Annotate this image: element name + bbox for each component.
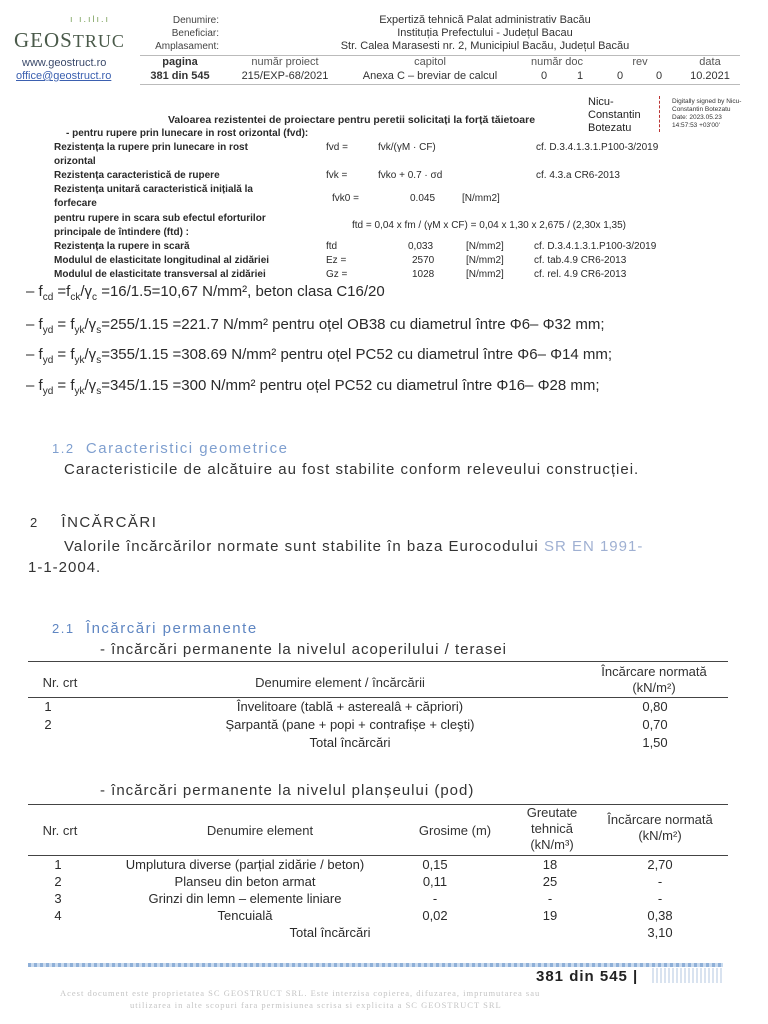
res-row-5-unit: [N/mm2] <box>462 193 500 204</box>
meta-doc-1: 0 <box>540 70 548 82</box>
bullet-floor-loads: - încărcări permanente la nivelul planșeului (pod) <box>100 782 475 799</box>
table2-header-load: Încărcare normată (kN/m²) <box>607 812 713 843</box>
res2-row-2-label: Modulul de elasticitate longitudinal al zidăriei <box>54 255 270 266</box>
meta-data: 10.2021 <box>690 70 730 82</box>
table2-row-4-name: Tencuială <box>217 908 273 923</box>
meta-pagina: 381 din 545 <box>150 70 210 82</box>
table1-row-1-name: Învelitoare (tablă + asterealâ + căpriori) <box>236 699 464 714</box>
table2-row-4-weight: 19 <box>542 908 558 923</box>
table1-header-nr: Nr. crt <box>42 675 78 690</box>
label-amplasament: Amplasament: <box>155 41 219 52</box>
table1-total: 1,50 <box>642 735 668 750</box>
table1-row-1-nr: 1 <box>44 699 52 714</box>
res2-row-3-sym: Gz = <box>326 269 348 280</box>
table2-row-1-name: Umplutura diverse (parțial zidărie / beton) <box>125 857 365 872</box>
section-2-1-heading: 2.1 Încărcări permanente <box>52 620 258 637</box>
table1-total-label: Total încărcări <box>309 735 391 750</box>
resistance-sub1: - pentru rupere prin lunecare in rost orizontal (fvd): <box>66 128 309 139</box>
table2-row-4-nr: 4 <box>54 908 62 923</box>
meta-header-doc: număr doc <box>531 56 583 68</box>
formula-fcd: – $f_{cd} =f_{ck}/\gamma_c =16/1.5=10,67$ N/mm², beton clasa C16/20 <box>26 283 385 303</box>
footer-rule <box>28 963 723 967</box>
table2-row-3-nr: 3 <box>54 891 62 906</box>
value-beneficiar: Instituția Prefectului - Județul Bacau <box>397 27 573 39</box>
meta-capitol: Anexa C – breviar de calcul <box>362 70 498 82</box>
table1-row-1-load: 0,80 <box>642 699 668 714</box>
section-2-heading: 2 ÎNCĂRCĂRI <box>30 514 158 531</box>
res-row-3-ref: cf. 4.3.a CR6-2013 <box>536 170 620 181</box>
res2-row-1-label: Rezistența la rupere in scară <box>54 241 190 252</box>
table1-row-2-nr: 2 <box>44 717 52 732</box>
meta-header-rev: rev <box>632 56 648 68</box>
meta-doc-3: 0 <box>616 70 624 82</box>
table2-row-4-thickness: 0,02 <box>422 908 448 923</box>
table2-row-1-weight: 18 <box>542 857 558 872</box>
table2-row-4-load: 0,38 <box>647 908 673 923</box>
table2-row-1-load: 2,70 <box>647 857 673 872</box>
table2-row-2-thickness: 0,11 <box>422 874 448 889</box>
meta-doc-4: 0 <box>655 70 663 82</box>
company-website[interactable]: www.geostruct.ro <box>22 57 107 69</box>
res-row-5-expr: 0.045 <box>410 193 436 204</box>
section-2-body-cont: 1-1-2004. <box>28 559 102 576</box>
value-amplasament: Str. Calea Marasesti nr. 2, Municipiul Bacău, Județul Bacău <box>340 40 630 52</box>
res-row-3-sym: fvk = <box>326 170 348 181</box>
table1-top-rule <box>28 661 728 662</box>
table2-top-rule <box>28 804 728 805</box>
table2-row-1-thickness: 0,15 <box>422 857 448 872</box>
section-1-2-body: Caracteristicile de alcătuire au fost stabilite conform releveului construcției. <box>64 461 640 478</box>
res-row-1-ref: cf. D.3.4.1.3.1.P100-3/2019 <box>536 142 659 153</box>
table1-row-2-name: Șarpantă (pane + popi + contrafișe + cleşti) <box>225 717 475 732</box>
table2-row-1-nr: 1 <box>54 857 62 872</box>
res2-row-1-sym: ftd <box>326 241 338 252</box>
res2-row-1-unit: [N/mm2] <box>466 241 504 252</box>
res2-row-3-expr: 1028 <box>412 269 435 280</box>
signature-details: Digitally signed by Nicu- Constantin Botezatu Date: 2023.05.23 14:57:53 +03'00' <box>672 98 742 129</box>
res-row-1-sym: fvd = <box>326 142 348 153</box>
meta-header-capitol: capitol <box>414 56 446 68</box>
table2-total: 3,10 <box>647 925 673 940</box>
table2-row-3-weight: - <box>547 891 553 906</box>
meta-header-data: data <box>699 56 721 68</box>
res2-row-1-expr: 0,033 <box>408 241 434 252</box>
table2-row-3-load: - <box>657 891 663 906</box>
meta-proiect: 215/EXP-68/2021 <box>241 70 329 82</box>
res-row-5-sym: fvk0 = <box>332 193 359 204</box>
table1-header-name: Denumire element / încărcării <box>255 675 425 690</box>
res2-row-2-ref: cf. tab.4.9 CR6-2013 <box>534 255 627 266</box>
table2-row-2-nr: 2 <box>54 874 62 889</box>
section-1-2-heading: 1.2 Caracteristici geometrice <box>52 440 289 457</box>
resistance-title: Valoarea rezistentei de proiectare pentru peretii solicitați la forță tăietoare <box>168 114 536 126</box>
table2-total-label: Total încărcări <box>289 925 371 940</box>
header-divider-bottom <box>140 84 740 85</box>
signature-name: Nicu- Constantin Botezatu <box>588 96 641 134</box>
resistance-sub2a: pentru rupere in scara sub efectul eforturilor <box>54 213 266 224</box>
formula-fyd-pc52-small: – $f_{yd} = f_{yk}/\gamma_s=355/1.15 =308.69$ N/mm² pentru oțel PC52 cu diametrul între Φ6– Φ14 mm; <box>26 346 613 366</box>
bullet-roof-loads: - încărcări permanente la nivelul acoperilului / terasei <box>100 641 508 658</box>
formula-fyd-ob38: – $f_{yd} = f_{yk}/\gamma_s=255/1.15 =221.7$ N/mm² pentru oțel OB38 cu diametrul între Φ6– Φ32 mm; <box>26 316 605 336</box>
table2-row-2-weight: 25 <box>542 874 558 889</box>
company-logo: GEOSTRUC <box>14 28 125 52</box>
label-beneficiar: Beneficiar: <box>171 28 219 39</box>
res-row-4-label: Rezistența unitară caracteristică inițială la <box>54 184 253 195</box>
res-row-5-label: forfecare <box>54 198 97 209</box>
table2-header-rule <box>28 855 728 856</box>
meta-header-pagina: pagina <box>162 56 198 68</box>
footer-page-number: 381 din 545 | <box>536 968 639 985</box>
table2-row-3-thickness: - <box>432 891 438 906</box>
res-row-1-label: Rezistența la rupere prin lunecare in rost <box>54 142 248 153</box>
res2-row-2-sym: Ez = <box>326 255 347 266</box>
signature-divider <box>659 96 661 132</box>
res-row-2-label: orizontal <box>54 156 96 167</box>
ftd-formula: ftd = 0,04 x fm / (γM x CF) = 0,04 x 1,30 x 2,675 / (2,30x 1,35) <box>352 220 627 231</box>
res2-row-1-ref: cf. D.3.4.1.3.1.P100-3/2019 <box>534 241 657 252</box>
table2-header-weight: Greutate tehnică (kN/m³) <box>526 805 578 852</box>
table2-row-2-name: Planseu din beton armat <box>174 874 316 889</box>
res2-row-3-label: Modulul de elasticitate transversal al zidăriei <box>54 269 266 280</box>
res-row-1-expr: fvk/(γM · CF) <box>378 142 436 153</box>
table1-row-2-load: 0,70 <box>642 717 668 732</box>
company-email[interactable]: office@geostruct.ro <box>16 70 112 82</box>
section-2-body: Valorile încărcărilor normate sunt stabilite în baza Eurocodului SR EN 1991- <box>64 538 644 555</box>
res2-row-2-unit: [N/mm2] <box>466 255 504 266</box>
res2-row-2-expr: 2570 <box>412 255 435 266</box>
table2-header-thickness: Grosime (m) <box>418 823 492 838</box>
res-row-3-label: Rezistența caracteristică de rupere <box>54 170 220 181</box>
logo-decoration: ı ı.ılı.ı <box>70 14 111 24</box>
table1-header-rule <box>28 697 728 698</box>
table2-row-3-name: Grinzi din lemn – elemente liniare <box>148 891 342 906</box>
res-row-3-expr: fvko + 0.7 · σd <box>378 170 443 181</box>
footer-page-tab <box>652 968 722 983</box>
table1-header-load: Încărcare normată (kN/m²) <box>601 664 707 695</box>
resistance-sub2b: principale de întindere (ftd) : <box>54 227 190 238</box>
table2-header-name: Denumire element <box>206 823 314 838</box>
meta-doc-2: 1 <box>576 70 584 82</box>
footer-disclaimer-line1: Acest document este proprietatea SC GEOSTRUCT SRL. Este interzisa copierea, difuzarea, imprumutarea sau <box>60 988 541 998</box>
footer-disclaimer-line2: utilizarea in alte scopuri fara permisiunea scrisa si explicita a SC GEOSTRUCT SRL <box>130 1000 502 1010</box>
formula-fyd-pc52-large: – $f_{yd} = f_{yk}/\gamma_s=345/1.15 =300$ N/mm² pentru oțel PC52 cu diametrul între Φ16– Φ28 mm; <box>26 377 600 397</box>
meta-header-proiect: număr proiect <box>251 56 319 68</box>
res2-row-3-ref: cf. rel. 4.9 CR6-2013 <box>534 269 627 280</box>
value-denumire: Expertiză tehnică Palat administrativ Bacău <box>379 14 591 26</box>
table2-row-2-load: - <box>657 874 663 889</box>
label-denumire: Denumire: <box>172 15 219 26</box>
res2-row-3-unit: [N/mm2] <box>466 269 504 280</box>
table2-header-nr: Nr. crt <box>42 823 78 838</box>
eurocode-reference: SR EN 1991- <box>543 538 644 555</box>
